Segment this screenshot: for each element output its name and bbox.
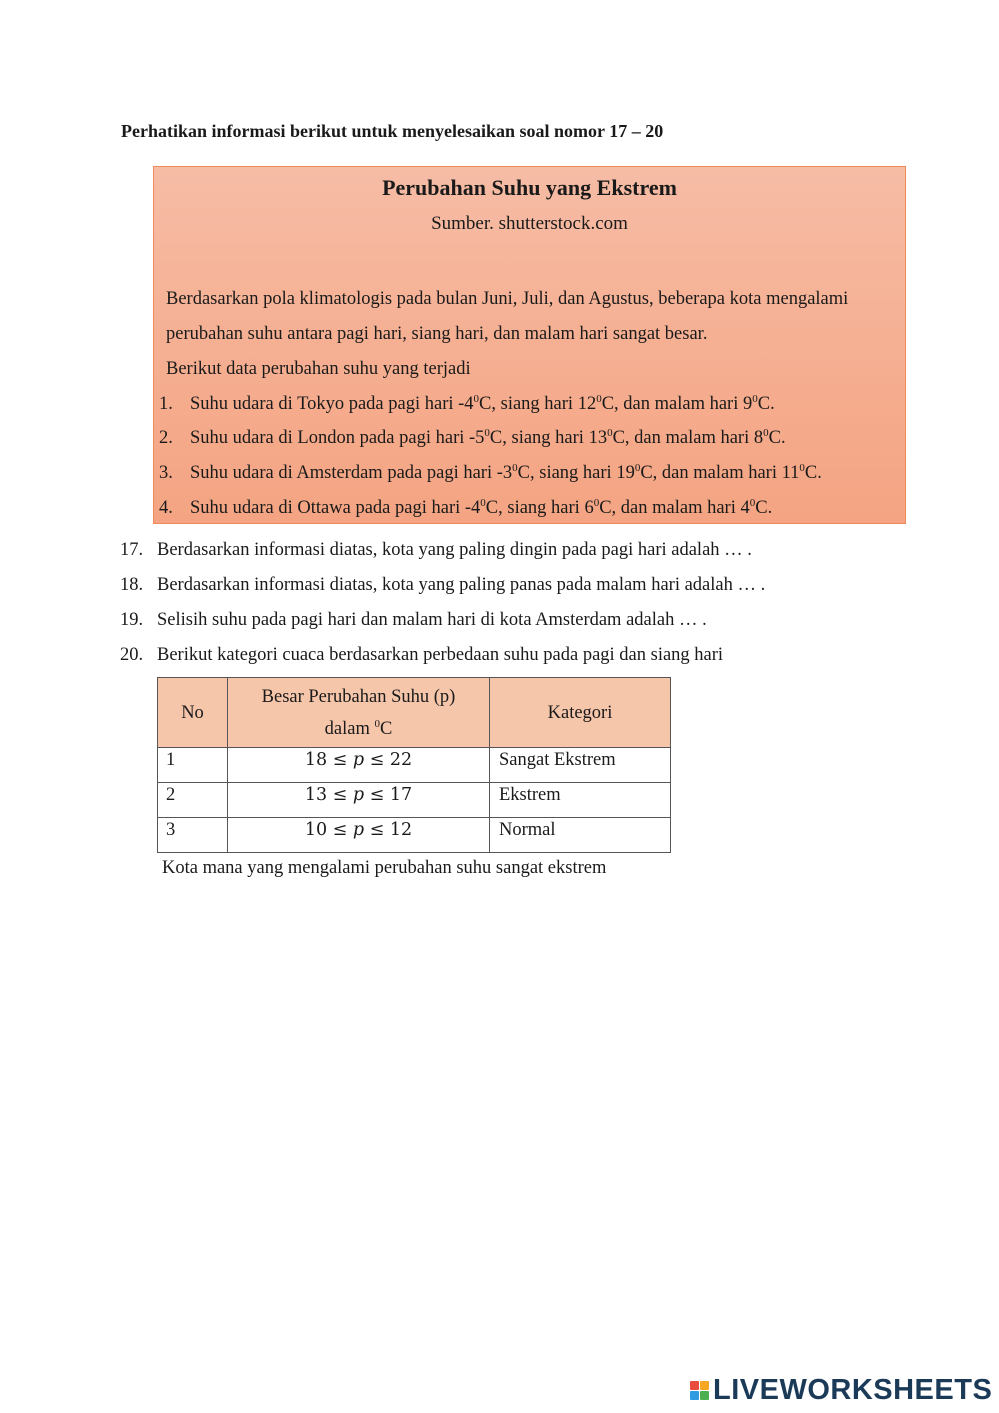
item-number: 2. [159,428,173,448]
table-row: 1 18 ≤ 𝑝 ≤ 22 Sangat Ekstrem [158,748,671,783]
table-row: 3 10 ≤ 𝑝 ≤ 12 Normal [158,818,671,853]
question-19: 19. Selisih suhu pada pagi hari dan malam hari di kota Amsterdam adalah … . [120,610,707,630]
info-paragraph-1: Berdasarkan pola klimatologis pada bulan Juni, Juli, dan Agustus, beberapa kota mengalami [166,289,849,309]
temperature-item: 4. Suhu udara di Ottawa pada pagi hari $-4^0C$, siang hari $6^0C$, dan malam hari $4^0C$. [159,497,773,518]
instruction-heading: Perhatikan informasi berikut untuk menyelesaikan soal nomor 17 – 20 [121,121,664,141]
logo-icon [690,1381,709,1400]
item-number: 1. [159,394,173,414]
closing-question: Kota mana yang mengalami perubahan suhu sangat ekstrem [162,858,607,878]
info-paragraph-3: Berikut data perubahan suhu yang terjadi [166,359,471,379]
header-category: Kategori [490,678,671,748]
info-box-title: Perubahan Suhu yang Ekstrem [382,175,677,200]
table-row: 2 13 ≤ 𝑝 ≤ 17 Ekstrem [158,783,671,818]
info-paragraph-2: perubahan suhu antara pagi hari, siang hari, dan malam hari sangat besar. [166,324,708,344]
header-change: Besar Perubahan Suhu (p) dalam $^0$C [228,678,490,748]
question-18: 18. Berdasarkan informasi diatas, kota yang paling panas pada malam hari adalah … . [120,575,766,595]
liveworksheets-logo [690,1374,992,1407]
question-17: 17. Berdasarkan informasi diatas, kota yang paling dingin pada pagi hari adalah … . [120,540,752,560]
info-box [153,166,906,524]
table-header-row [158,678,671,748]
item-number: 4. [159,498,173,518]
category-table [157,677,671,853]
info-box-source: Sumber. shutterstock.com [431,213,628,234]
temperature-item: 2. Suhu udara di London pada pagi hari $-5^0C$, siang hari $13^0C$, dan malam hari $8^0C$. [159,427,786,448]
logo-text: LIVEWORKSHEETS [713,1374,993,1406]
temperature-item: 1. Suhu udara di Tokyo pada pagi hari $-4^0C$, siang hari $12^0C$, dan malam hari $9^0C$. [159,393,775,414]
item-number: 3. [159,463,173,483]
question-20: 20. Berikut kategori cuaca berdasarkan perbedaan suhu pada pagi dan siang hari [120,645,724,665]
temperature-item: 3. Suhu udara di Amsterdam pada pagi hari $-3^0C$, siang hari $19^0C$, dan malam hari $11^0C$. [159,462,822,483]
header-no: No [158,678,228,748]
